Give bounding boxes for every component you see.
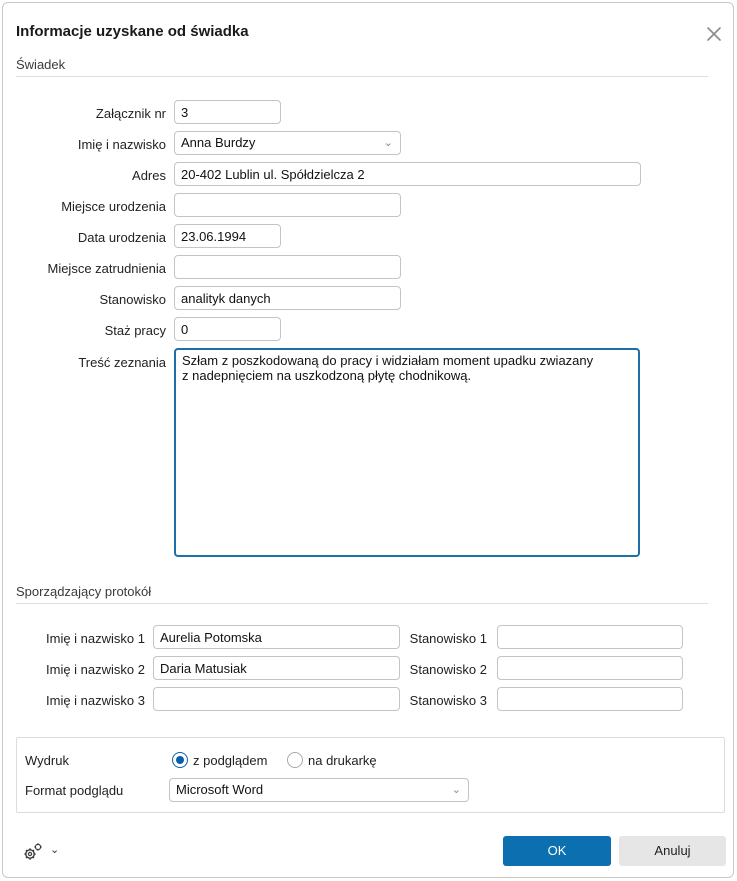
gear-icon[interactable] [22, 841, 44, 863]
position-input[interactable] [174, 286, 401, 310]
position-label: Stanowisko [99, 292, 166, 307]
ok-button[interactable]: OK [503, 836, 611, 866]
preview-format-value: Microsoft Word [176, 782, 264, 797]
attachment-number-input[interactable] [174, 100, 281, 124]
chevron-down-icon: ⌄ [451, 784, 461, 796]
section-divider [16, 603, 708, 604]
attachment-label: Załącznik nr [95, 106, 166, 121]
protocol-position-label-1: Stanowisko 1 [409, 631, 487, 646]
radio-preview[interactable] [172, 752, 188, 768]
format-label: Format podglądu [25, 783, 124, 798]
protocol-name-input-2[interactable] [153, 656, 400, 680]
protocol-position-label-2: Stanowisko 2 [409, 662, 487, 677]
radio-preview-label[interactable]: z podglądem [193, 753, 268, 768]
tenure-label: Staż pracy [104, 323, 166, 338]
section-divider [16, 76, 708, 77]
birthdate-label: Data urodzenia [77, 230, 166, 245]
tenure-input[interactable] [174, 317, 281, 341]
preview-format-select[interactable] [169, 778, 469, 802]
name-label: Imię i nazwisko [77, 137, 166, 152]
protocol-name-label-3: Imię i nazwisko 3 [46, 693, 145, 708]
birthdate-input[interactable] [174, 224, 281, 248]
radio-printer-label[interactable]: na drukarkę [308, 753, 377, 768]
testimony-label: Treść zeznania [78, 355, 166, 370]
protocol-position-input-2[interactable] [497, 656, 683, 680]
witness-info-dialog [2, 2, 734, 878]
protocol-position-input-1[interactable] [497, 625, 683, 649]
protocol-position-label-3: Stanowisko 3 [409, 693, 487, 708]
workplace-input[interactable] [174, 255, 401, 279]
protocol-name-input-1[interactable] [153, 625, 400, 649]
address-input[interactable] [174, 162, 641, 186]
section-protocol-label: Sporządzający protokół [16, 584, 152, 599]
workplace-label: Miejsce zatrudnienia [47, 261, 166, 276]
witness-name-value: Anna Burdzy [181, 135, 256, 150]
birthplace-input[interactable] [174, 193, 401, 217]
radio-printer[interactable] [287, 752, 303, 768]
protocol-name-input-3[interactable] [153, 687, 400, 711]
cancel-button[interactable]: Anuluj [619, 836, 726, 866]
close-icon[interactable] [703, 23, 725, 45]
witness-name-select[interactable] [174, 131, 401, 155]
dialog-title: Informacje uzyskane od świadka [16, 23, 249, 40]
address-label: Adres [132, 168, 166, 183]
print-label: Wydruk [25, 753, 69, 768]
print-settings-panel [16, 737, 725, 813]
birthplace-label: Miejsce urodzenia [61, 199, 166, 214]
section-witness-label: Świadek [16, 57, 66, 72]
protocol-name-label-1: Imię i nazwisko 1 [46, 631, 145, 646]
protocol-name-label-2: Imię i nazwisko 2 [46, 662, 145, 677]
chevron-down-icon[interactable]: ⌄ [50, 844, 60, 856]
chevron-down-icon: ⌄ [383, 137, 393, 149]
protocol-position-input-3[interactable] [497, 687, 683, 711]
testimony-textarea[interactable] [174, 348, 640, 557]
